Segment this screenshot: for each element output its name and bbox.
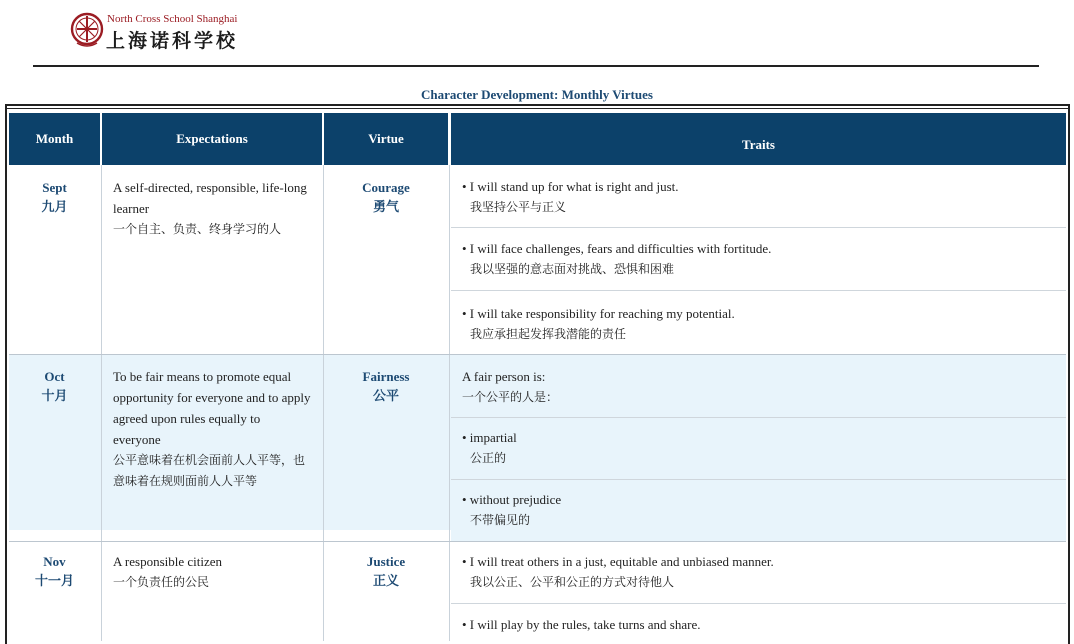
virtue-en: Courage — [362, 180, 410, 195]
virtue-cn: 勇气 — [372, 200, 399, 215]
grid-line — [451, 290, 1066, 291]
virtue-cn: 公平 — [372, 389, 399, 404]
month-cn: 十一月 — [34, 574, 74, 589]
column-header-virtue: Virtue — [324, 113, 448, 165]
month-en: Sept — [42, 180, 67, 195]
column-header-expectations: Expectations — [102, 113, 322, 165]
header-divider — [33, 65, 1039, 67]
trait-item — [451, 427, 1066, 469]
grid-line — [451, 479, 1066, 480]
trait-item — [451, 303, 1066, 345]
expectation-cn: 一个自主、负责、终身学习的人 — [113, 222, 282, 236]
expectation-cn: 一个负责任的公民 — [113, 575, 210, 589]
table-border-left — [5, 104, 7, 644]
grid-line — [9, 541, 1066, 542]
trait-item — [451, 489, 1066, 531]
grid-line — [451, 227, 1066, 228]
trait-item — [451, 614, 1066, 635]
school-name-cn: 上海诺科学校 — [106, 30, 239, 52]
expectation-cell — [113, 366, 311, 492]
trait-cn: 一个公平的人是： — [462, 390, 559, 404]
month-en: Oct — [44, 369, 65, 384]
expectation-en: To be fair means to promote equal opportunity for everyone and to apply agreed upon rules equally to everyone — [113, 369, 311, 447]
expectation-cn: 公平意味着在机会面前人人平等，也意味着在规则面前人人平等 — [113, 453, 306, 488]
trait-cn: 我应承担起发挥我潜能的责任 — [470, 327, 627, 341]
trait-item — [451, 176, 1066, 218]
school-name-en: North Cross School Shanghai — [107, 13, 238, 25]
expectation-en: A responsible citizen — [113, 554, 223, 569]
expectation-cell — [113, 551, 313, 593]
trait-item — [451, 551, 1066, 593]
virtue-cell — [324, 552, 448, 592]
column-header-traits: Traits — [451, 113, 1066, 165]
trait-cn: 我以公正、公平和公正的方式对待他人 — [470, 575, 675, 589]
table-border-top-inner — [5, 108, 1070, 109]
virtue-en: Fairness — [362, 369, 410, 384]
month-cell — [9, 552, 100, 592]
trait-en: • without prejudice — [462, 492, 562, 507]
trait-en: • I will play by the rules, take turns and share. — [462, 617, 701, 632]
grid-line — [9, 354, 1066, 355]
trait-en: • I will treat others in a just, equitable and unbiased manner. — [462, 554, 774, 569]
trait-en: A fair person is: — [462, 369, 546, 384]
trait-item — [451, 366, 1066, 408]
expectation-en: A self-directed, responsible, life-long learner — [113, 180, 307, 216]
trait-cn: 我坚持公平与正义 — [470, 200, 567, 214]
trait-cn: 我以坚强的意志面对挑战、恐惧和困难 — [470, 262, 675, 276]
virtue-cell — [324, 178, 448, 218]
trait-en: • I will face challenges, fears and difficulties with fortitude. — [462, 241, 772, 256]
school-crest-icon — [70, 10, 104, 50]
table-border-top — [5, 104, 1070, 106]
virtue-cn: 正义 — [372, 574, 399, 589]
trait-cn: 不带偏见的 — [470, 513, 531, 527]
month-cell — [9, 178, 100, 218]
month-cn: 十月 — [41, 389, 68, 404]
month-cn: 九月 — [41, 200, 68, 215]
grid-line — [449, 165, 450, 641]
table-border-right — [1068, 104, 1070, 644]
trait-item — [451, 238, 1066, 280]
grid-line — [101, 165, 102, 641]
grid-line — [451, 603, 1066, 604]
table-title: Character Development: Monthly Virtues — [421, 87, 653, 102]
expectation-cell — [113, 177, 313, 240]
virtue-cell — [324, 367, 448, 407]
grid-line — [451, 417, 1066, 418]
virtue-en: Justice — [366, 554, 406, 569]
trait-cn: 公正的 — [470, 451, 507, 465]
month-en: Nov — [43, 554, 66, 569]
trait-en: • I will take responsibility for reaching my potential. — [462, 306, 735, 321]
trait-en: • impartial — [462, 430, 517, 445]
trait-en: • I will stand up for what is right and just. — [462, 179, 679, 194]
column-header-month: Month — [9, 113, 100, 165]
month-cell — [9, 367, 100, 407]
